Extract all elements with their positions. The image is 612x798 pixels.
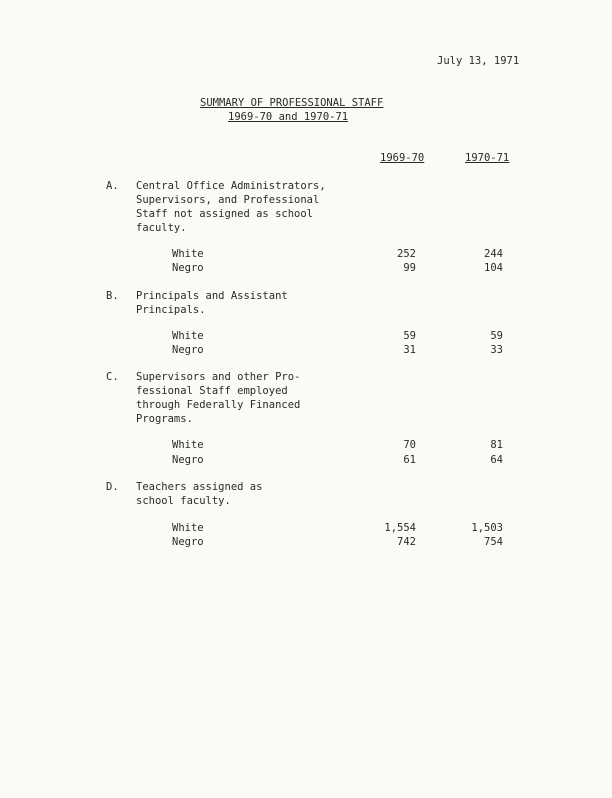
section-desc-line: through Federally Financed bbox=[136, 399, 301, 411]
value-1970-71: 59 bbox=[490, 330, 503, 342]
value-1970-71: 81 bbox=[490, 439, 503, 451]
value-1969-70: 59 bbox=[403, 330, 416, 342]
row-label-white: White bbox=[172, 248, 204, 260]
value-1970-71: 754 bbox=[484, 536, 503, 548]
section-letter: C. bbox=[106, 371, 119, 383]
value-1969-70: 70 bbox=[403, 439, 416, 451]
value-1969-70: 61 bbox=[403, 454, 416, 466]
row-label-white: White bbox=[172, 330, 204, 342]
section-desc-line: Teachers assigned as bbox=[136, 481, 263, 493]
section-desc-line: Principals and Assistant bbox=[136, 290, 288, 302]
section-letter: D. bbox=[106, 481, 119, 493]
value-1969-70: 99 bbox=[403, 262, 416, 274]
value-1969-70: 742 bbox=[397, 536, 416, 548]
section-letter: A. bbox=[106, 180, 119, 192]
value-1969-70: 31 bbox=[403, 344, 416, 356]
column-header-1969-70: 1969-70 bbox=[380, 152, 425, 164]
row-label-negro: Negro bbox=[172, 344, 204, 356]
column-header-1970-71: 1970-71 bbox=[465, 152, 510, 164]
value-1970-71: 104 bbox=[484, 262, 503, 274]
row-label-negro: Negro bbox=[172, 454, 204, 466]
section-desc-line: Supervisors, and Professional bbox=[136, 194, 320, 206]
section-desc-line: Principals. bbox=[136, 304, 206, 316]
document-title: SUMMARY OF PROFESSIONAL STAFF bbox=[200, 97, 384, 109]
section-desc-line: fessional Staff employed bbox=[136, 385, 288, 397]
section-desc-line: Programs. bbox=[136, 413, 193, 425]
section-desc-line: faculty. bbox=[136, 222, 187, 234]
value-1970-71: 33 bbox=[490, 344, 503, 356]
value-1969-70: 1,554 bbox=[384, 522, 416, 534]
section-desc-line: Staff not assigned as school bbox=[136, 208, 314, 220]
section-desc-line: school faculty. bbox=[136, 495, 231, 507]
section-letter: B. bbox=[106, 290, 119, 302]
row-label-white: White bbox=[172, 439, 204, 451]
value-1970-71: 64 bbox=[490, 454, 503, 466]
row-label-white: White bbox=[172, 522, 204, 534]
value-1970-71: 1,503 bbox=[471, 522, 503, 534]
section-desc-line: Central Office Administrators, bbox=[136, 180, 326, 192]
value-1969-70: 252 bbox=[397, 248, 416, 260]
row-label-negro: Negro bbox=[172, 262, 204, 274]
row-label-negro: Negro bbox=[172, 536, 204, 548]
value-1970-71: 244 bbox=[484, 248, 503, 260]
section-desc-line: Supervisors and other Pro- bbox=[136, 371, 301, 383]
document-date: July 13, 1971 bbox=[437, 55, 520, 67]
document-subtitle: 1969-70 and 1970-71 bbox=[228, 111, 349, 123]
